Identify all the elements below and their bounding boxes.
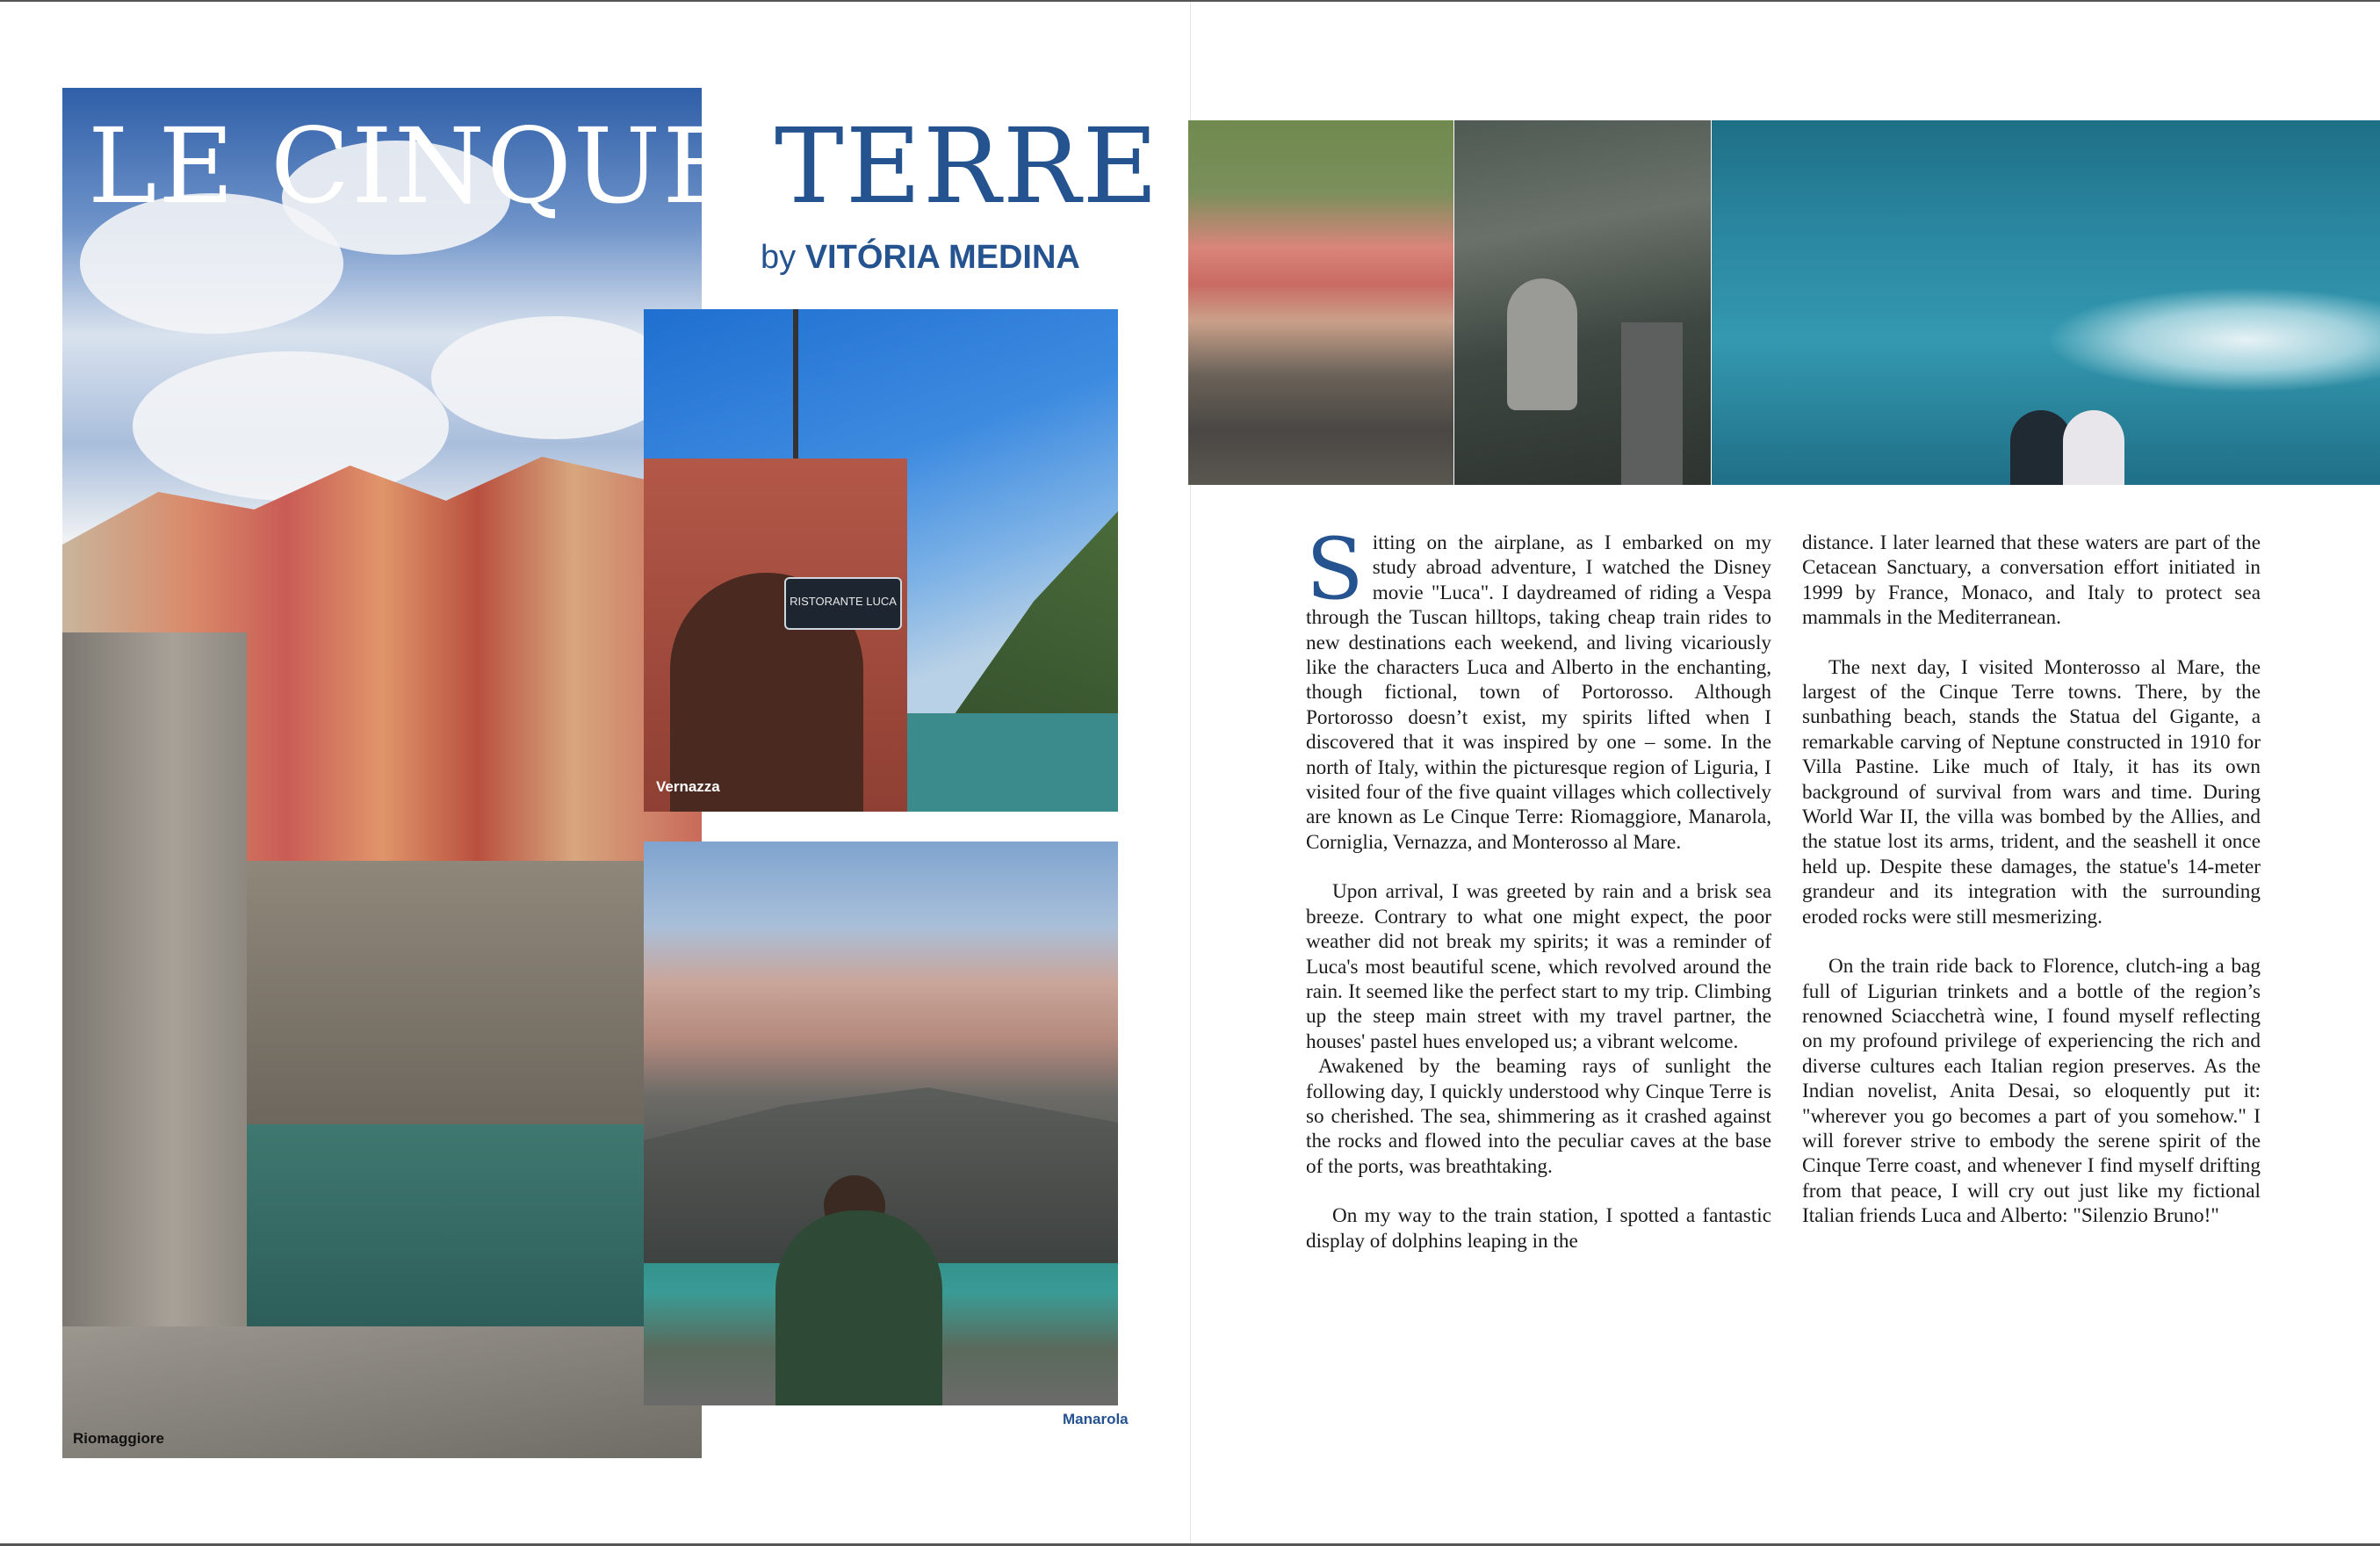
metal-pole: [793, 309, 798, 467]
vernazza-caption: Vernazza: [656, 778, 720, 795]
photographer: [775, 1210, 942, 1405]
byline-prefix: by: [761, 239, 797, 276]
paragraph-6: The next day, I visited Monterosso al Mare, the largest of the Cinque Terre towns. There, by the sunbathing beach, stands the Statua del Gigante, a remarkable carving of Neptune constructed in 1910 for Villa Pastine. Like much of Italy, it has its own background of survival from wars and time. During World War II, the villa was bombed by the Allies, and the statue lost its arms, trident, and the seashell it once held up. Despite these damages, the statue's 14-meter grandeur and its integration with the surrounding eroded rocks were still mesmerizing.: [1802, 655, 2261, 928]
paragraph-7: On the train ride back to Florence, clutch-ing a bag full of Ligurian trinkets and a bottle of the region’s renowned Sciacchetrà wine, I found myself reflecting on my profound privilege of experiencing the rich and diverse cultures each Italian region preserves. As the Indian novelist, Anita Desai, so eloquently put it: "wherever you go becomes a part of you somehow." I will forever strive to embody the serene spirit of the Cinque Terre coast, and whenever I find myself drifting from that peace, I will cry out just like my fictional Italian friends Luca and Alberto: "Silenzio Bruno!": [1802, 955, 2261, 1228]
riomaggiore-caption: Riomaggiore: [73, 1430, 164, 1447]
sea-foam: [2045, 287, 2380, 393]
title-part1: LE CINQUE: [88, 105, 740, 227]
byline: [761, 239, 1080, 277]
statue: [1507, 278, 1577, 410]
tower: [1621, 322, 1683, 485]
author-name: VITÓRIA MEDINA: [804, 239, 1080, 276]
manarola-caption: Manarola: [1063, 1411, 1129, 1427]
neptune-statue-photo: [1454, 120, 1711, 485]
drop-cap: S: [1306, 520, 1364, 618]
riomaggiore-photo: [62, 88, 702, 1458]
sea-couple-photo: [1712, 120, 2380, 485]
restaurant-sign: RISTORANTE LUCA: [784, 577, 902, 630]
train-station-photo: [1188, 120, 1453, 485]
article-column-1: [1306, 520, 1771, 1253]
title-part2: TERRE: [775, 105, 1160, 227]
manarola-photo: [644, 842, 1118, 1405]
paragraph-2: Upon arrival, I was greeted by rain and a brisk sea breeze. Contrary to what one might expect, the poor weather did not break my spirits; it was a reminder of Luca's most beautiful scene, which revolved around the rain. It seemed like the perfect start to my trip. Climbing up the steep main street with my travel partner, the houses' pastel hues enveloped us; a vibrant welcome.: [1306, 880, 1771, 1053]
paragraph-3: Awakened by the beaming rays of sunlight the following day, I quickly understood why Cinque Terre is so cherished. The sea, shimmering as it crashed against the rocks and flowed into the peculiar caves at the base of the ports, was breathtaking.: [1306, 1055, 1771, 1178]
harbor-water: [247, 1124, 702, 1326]
paragraph-1: Sitting on the airplane, as I embarked on my study abroad adventure, I watched the Disney movie "Luca". I daydreamed of riding a Vespa through the Tuscan hilltops, taking cheap train rides to new destinations each weekend, and living vicariously like the characters Luca and Alberto in the enchanting, though fictional, town of Portorosso. Although Portorosso doesn’t exist, my spirits lifted when I discovered that it was inspired by one – some. In the north of Italy, within the picturesque region of Liguria, I visited four of the five quaint villages which collectively are known as Le Cinque Terre: Riomaggiore, Manarola, Corniglia, Vernazza, and Monterosso al Mare.: [1306, 520, 1771, 854]
vernazza-photo: [644, 309, 1118, 812]
article-column-2: [1802, 531, 2261, 1229]
article-title: [88, 105, 1160, 227]
person-light: [2063, 410, 2124, 485]
paragraph-5: distance. I later learned that these waters are part of the Cetacean Sanctuary, a conversation effort initiated in 1999 by France, Monaco, and Italy to protect sea mammals in the Mediterranean.: [1802, 531, 2261, 630]
paragraph-4: On my way to the train station, I spotted a fantastic display of dolphins leaping in the: [1306, 1204, 1771, 1253]
sea: [907, 713, 1118, 812]
harbor-wall: [247, 861, 702, 1124]
